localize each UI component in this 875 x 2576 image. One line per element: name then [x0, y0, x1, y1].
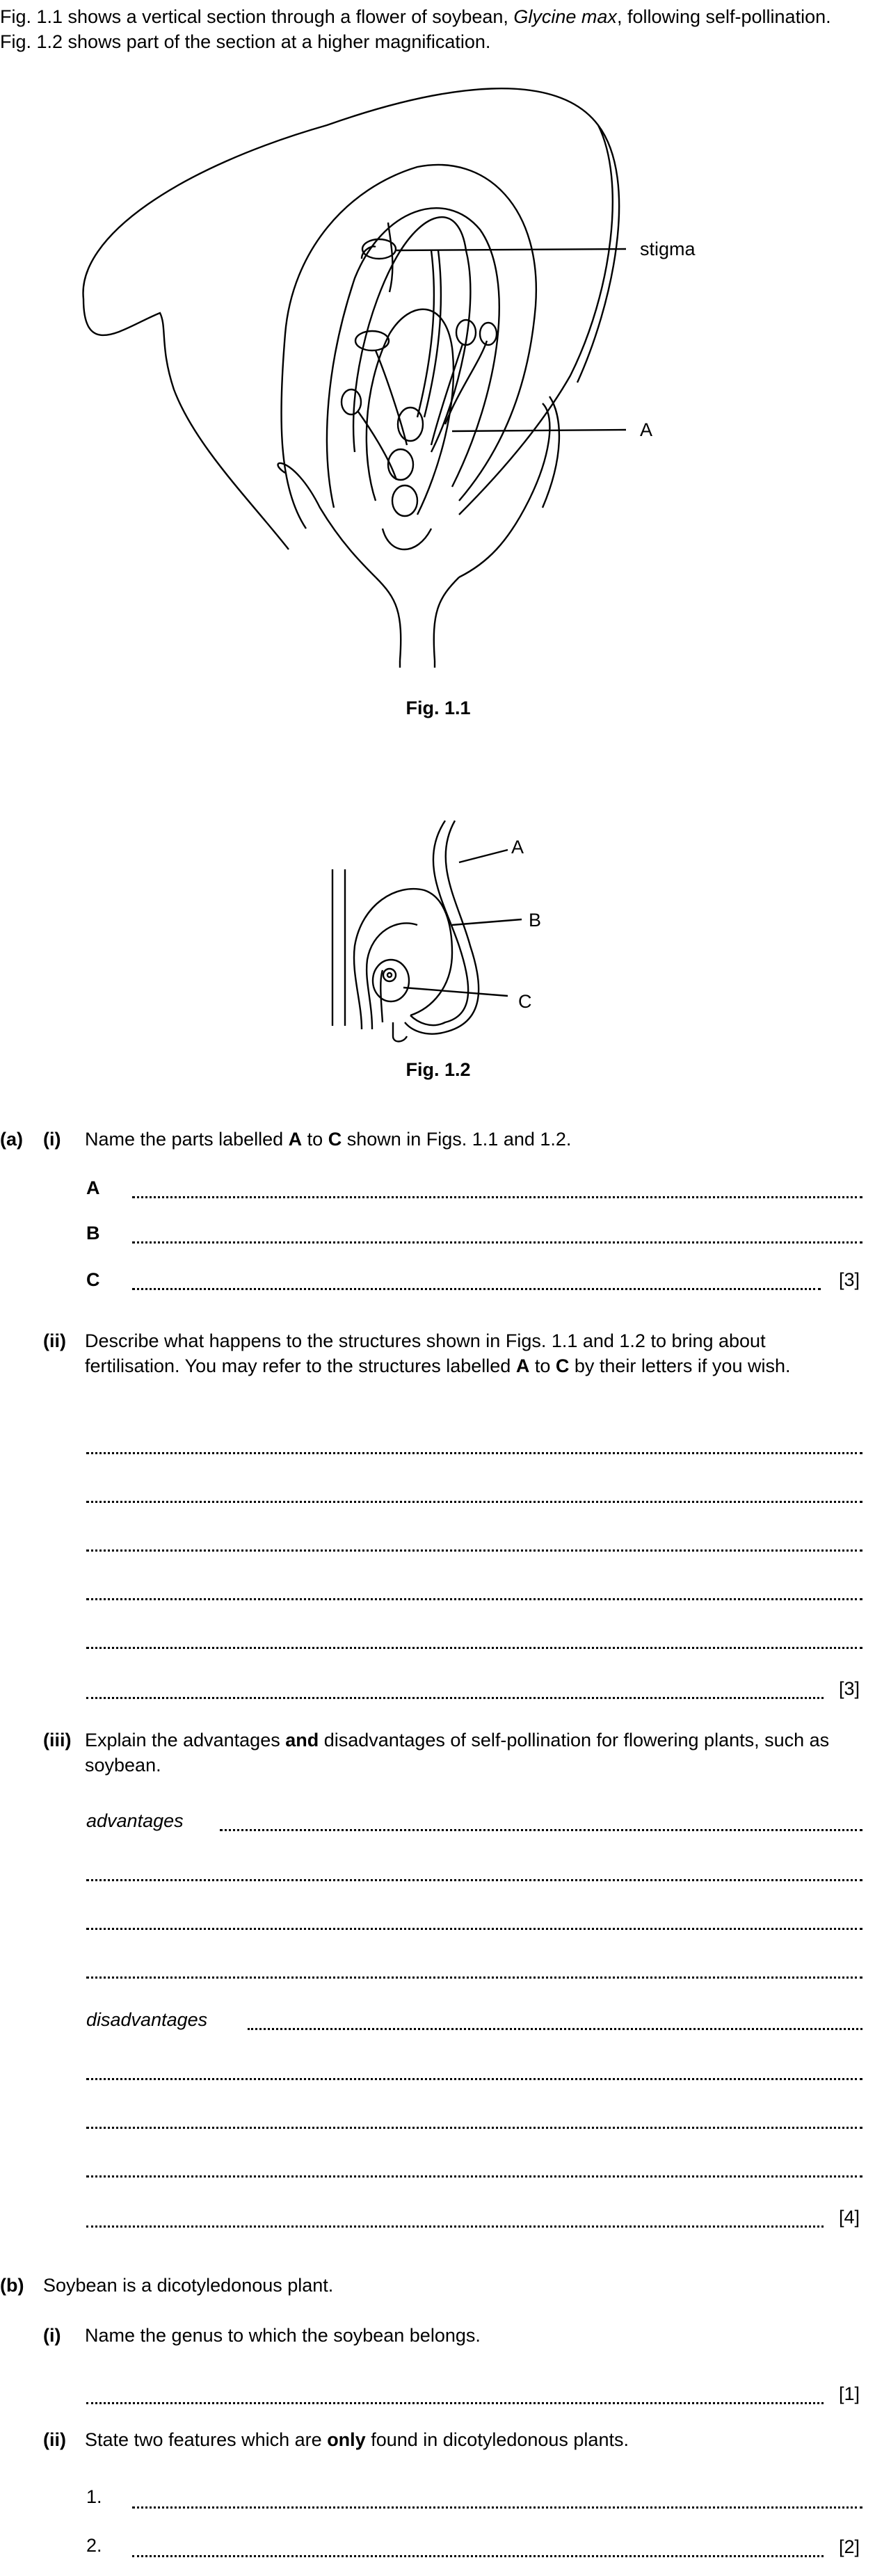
answer-line-a-ii-4[interactable] [86, 1598, 862, 1600]
question-b-i-label: (i) [43, 2325, 61, 2346]
qai-ta: A [288, 1129, 303, 1150]
disadvantages-label: disadvantages [86, 2009, 208, 2030]
answer-row-label-c: C [86, 1269, 100, 1290]
label-c-fig2: C [518, 991, 532, 1012]
qai-tc: C [328, 1129, 342, 1150]
figure-1-2-ovule-section [0, 0, 875, 1113]
qaii-t2: to [529, 1355, 556, 1376]
answer-row-label-b: B [86, 1223, 100, 1243]
marks-b-i: [1] [839, 2383, 860, 2404]
marks-a-ii: [3] [839, 1678, 860, 1699]
advantages-label: advantages [86, 1810, 184, 1831]
marks-a-iii: [4] [839, 2207, 860, 2228]
answer-line-b[interactable] [132, 1241, 862, 1243]
qaii-tc: C [555, 1355, 570, 1376]
answer-line-b-i[interactable] [86, 2402, 824, 2404]
answer-line-b-ii-1[interactable] [132, 2506, 862, 2509]
question-b-ii-text [85, 2427, 850, 2452]
marks-a-i: [3] [839, 1269, 860, 1290]
question-a-iii-label: (iii) [43, 1730, 72, 1750]
question-b-ii-label: (ii) [43, 2429, 66, 2450]
answer-line-b-ii-2[interactable] [132, 2555, 824, 2557]
answer-line-a-ii-6[interactable] [86, 1697, 824, 1699]
qai-t1: Name the parts labelled [85, 1129, 289, 1150]
qaiii-t2: disadvantages of self-pollination for flowering plants, such as soybean. [85, 1730, 830, 1776]
figure-1-2-caption: Fig. 1.2 [406, 1059, 471, 1080]
qaii-ta: A [515, 1355, 530, 1376]
answer-line-a-ii-5[interactable] [86, 1647, 862, 1649]
qbii-tonly: only [327, 2429, 366, 2450]
question-b-i-text: Name the genus to which the soybean belongs. [85, 2325, 481, 2346]
question-b-text: Soybean is a dicotyledonous plant. [43, 2275, 334, 2296]
intro-text-2: , following self-pollination. Fig. 1.2 shows part of the section at a higher magnification. [0, 6, 831, 52]
question-a-label: (a) [0, 1129, 23, 1150]
answer-line-adv-4[interactable] [86, 1977, 862, 1979]
answer-line-adv-3[interactable] [86, 1928, 862, 1930]
question-a-i-label: (i) [43, 1129, 61, 1150]
qaii-t3: by their letters if you wish. [569, 1355, 791, 1376]
answer-line-disadv-1[interactable] [248, 2028, 862, 2030]
answer-line-disadv-4[interactable] [86, 2175, 862, 2177]
answer-line-disadv-2[interactable] [86, 2078, 862, 2080]
answer-line-disadv-3[interactable] [86, 2127, 862, 2129]
qai-t3: shown in Figs. 1.1 and 1.2. [342, 1129, 572, 1150]
answer-line-disadv-5[interactable] [86, 2225, 824, 2228]
question-a-ii-label: (ii) [43, 1330, 66, 1351]
qaii-t1: Describe what happens to the structures shown in Figs. 1.1 and 1.2 to bring about fertilisation. You may refer to the structures labelled [85, 1330, 766, 1376]
label-b-fig2: B [529, 910, 542, 931]
answer-line-adv-2[interactable] [86, 1879, 862, 1881]
marks-b-ii: [2] [839, 2536, 860, 2557]
answer-row-label-a: A [86, 1177, 100, 1198]
label-a-fig1: A [640, 419, 653, 440]
answer-line-adv-1[interactable] [220, 1829, 862, 1831]
answer-line-a-ii-3[interactable] [86, 1549, 862, 1552]
label-a-fig2: A [511, 837, 524, 858]
answer-line-a-ii-2[interactable] [86, 1501, 862, 1503]
question-b-label: (b) [0, 2275, 24, 2296]
answer-line-c[interactable] [132, 1288, 821, 1290]
answer-item-1-label: 1. [86, 2486, 102, 2507]
qai-t2: to [302, 1129, 328, 1150]
qaiii-t1: Explain the advantages [85, 1730, 286, 1750]
figure-1-1-caption: Fig. 1.1 [406, 698, 471, 718]
question-a-i-text [85, 1127, 850, 1152]
species-name: Glycine max [513, 6, 617, 27]
answer-line-a-ii-1[interactable] [86, 1452, 862, 1454]
label-stigma: stigma [640, 239, 696, 259]
qbii-t2: found in dicotyledonous plants. [365, 2429, 629, 2450]
qaiii-tand: and [285, 1730, 319, 1750]
qbii-t1: State two features which are [85, 2429, 328, 2450]
question-a-iii-text [85, 1728, 864, 1778]
question-a-ii-text [85, 1328, 864, 1378]
answer-item-2-label: 2. [86, 2535, 102, 2556]
intro-text-1: Fig. 1.1 shows a vertical section through a flower of soybean, [0, 6, 514, 27]
answer-line-a[interactable] [132, 1196, 862, 1198]
